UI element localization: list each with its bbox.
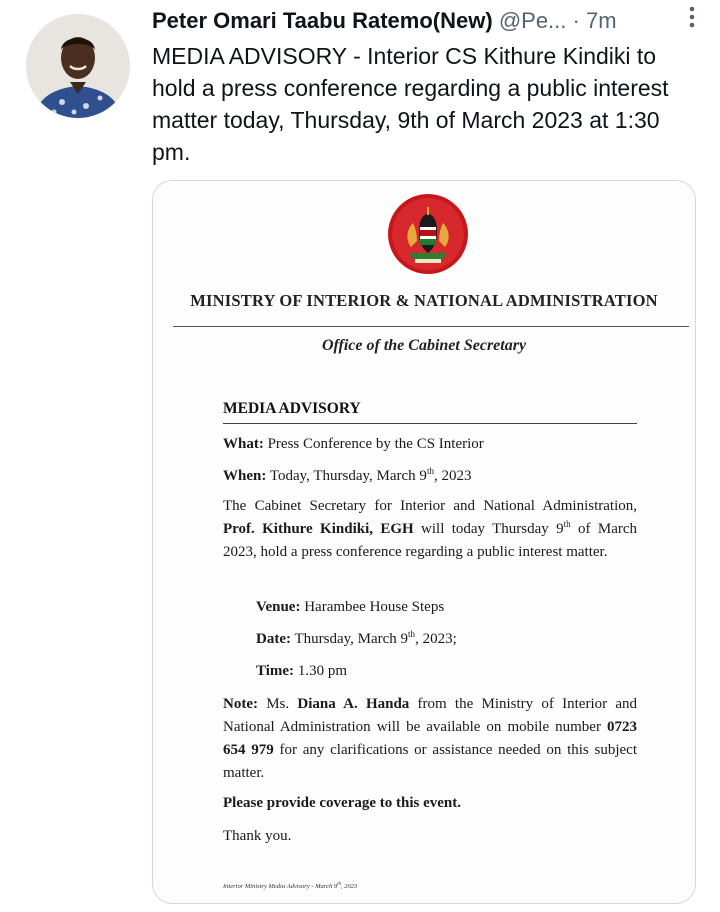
thank-you: Thank you.: [223, 828, 292, 844]
tweet-timestamp[interactable]: 7m: [585, 8, 617, 33]
date-value: Thursday, March 9: [294, 631, 409, 647]
note-text-a: Ms.: [266, 696, 290, 712]
author-avatar[interactable]: [26, 14, 130, 118]
advisory-title: MEDIA ADVISORY: [223, 400, 361, 417]
what-label: What:: [223, 436, 264, 452]
body-text-c: of March 2023, hold a press conference regarding a public interest matter.: [223, 521, 638, 560]
cs-name: Prof. Kithure Kindiki, EGH: [223, 521, 414, 537]
when-sup: th: [426, 466, 434, 476]
ministry-heading: MINISTRY OF INTERIOR & NATIONAL ADMINISTRATION: [190, 291, 658, 310]
author-name[interactable]: Peter Omari Taabu Ratemo(New): [152, 8, 493, 33]
document-footer: [223, 883, 357, 890]
footer-sup: th: [337, 881, 341, 887]
footer-text-end: , 2023: [340, 883, 358, 890]
note-label: Note:: [223, 696, 258, 712]
date-value-end: , 2023;: [415, 631, 457, 647]
footer-text: Interior Ministry Media Advisory - March 9: [223, 883, 338, 890]
what-value: Press Conference by the CS Interior: [267, 436, 484, 452]
coverage-request: Please provide coverage to this event.: [223, 795, 462, 811]
note-paragraph: [223, 693, 637, 785]
separator-dot: ·: [572, 8, 580, 33]
avatar-photo: [26, 14, 130, 118]
media-advisory-document: [153, 181, 695, 903]
body-sup: th: [563, 519, 571, 529]
when-value: Today, Thursday, March 9: [269, 468, 427, 484]
note-text-b: from the Ministry of Interior and National Administration will be available on mobile number: [223, 696, 637, 735]
tweet-text: MEDIA ADVISORY - Interior CS Kithure Kindiki to hold a press conference regarding a public interest matter today, Thursday, 9th of March 2023 at 1:30 pm.: [152, 43, 669, 165]
time-value: 1.30 pm: [297, 663, 347, 679]
venue-value: Harambee House Steps: [304, 599, 445, 615]
time-label: Time:: [256, 663, 295, 679]
body-paragraph: [223, 495, 637, 564]
contact-phone: 0723 654 979: [223, 719, 637, 758]
advisory-underline: [223, 423, 637, 424]
tweet-media-image[interactable]: [152, 180, 696, 904]
date-label: Date:: [256, 631, 291, 647]
body-text-a: The Cabinet Secretary for Interior and National Administration,: [223, 498, 637, 514]
what-line: [223, 433, 637, 455]
tweet-header: [152, 6, 700, 36]
time-line: [256, 660, 670, 682]
contact-name: Diana A. Handa: [297, 696, 410, 712]
date-sup: th: [408, 629, 416, 639]
body-text-b: will today Thursday 9: [421, 521, 564, 537]
more-vertical-icon[interactable]: [682, 4, 702, 32]
date-line: [256, 628, 670, 650]
when-value-end: , 2023: [433, 468, 472, 484]
venue-line: [256, 596, 670, 618]
divider: [173, 326, 689, 327]
note-text-c: for any clarifications or assistance needed on this subject matter.: [223, 742, 638, 781]
office-subheading: Office of the Cabinet Secretary: [321, 337, 527, 354]
when-line: [223, 465, 637, 487]
kenya-coat-of-arms-icon: [387, 193, 469, 275]
author-handle[interactable]: @Pe...: [498, 8, 567, 33]
venue-label: Venue:: [256, 599, 301, 615]
when-label: When:: [223, 468, 267, 484]
